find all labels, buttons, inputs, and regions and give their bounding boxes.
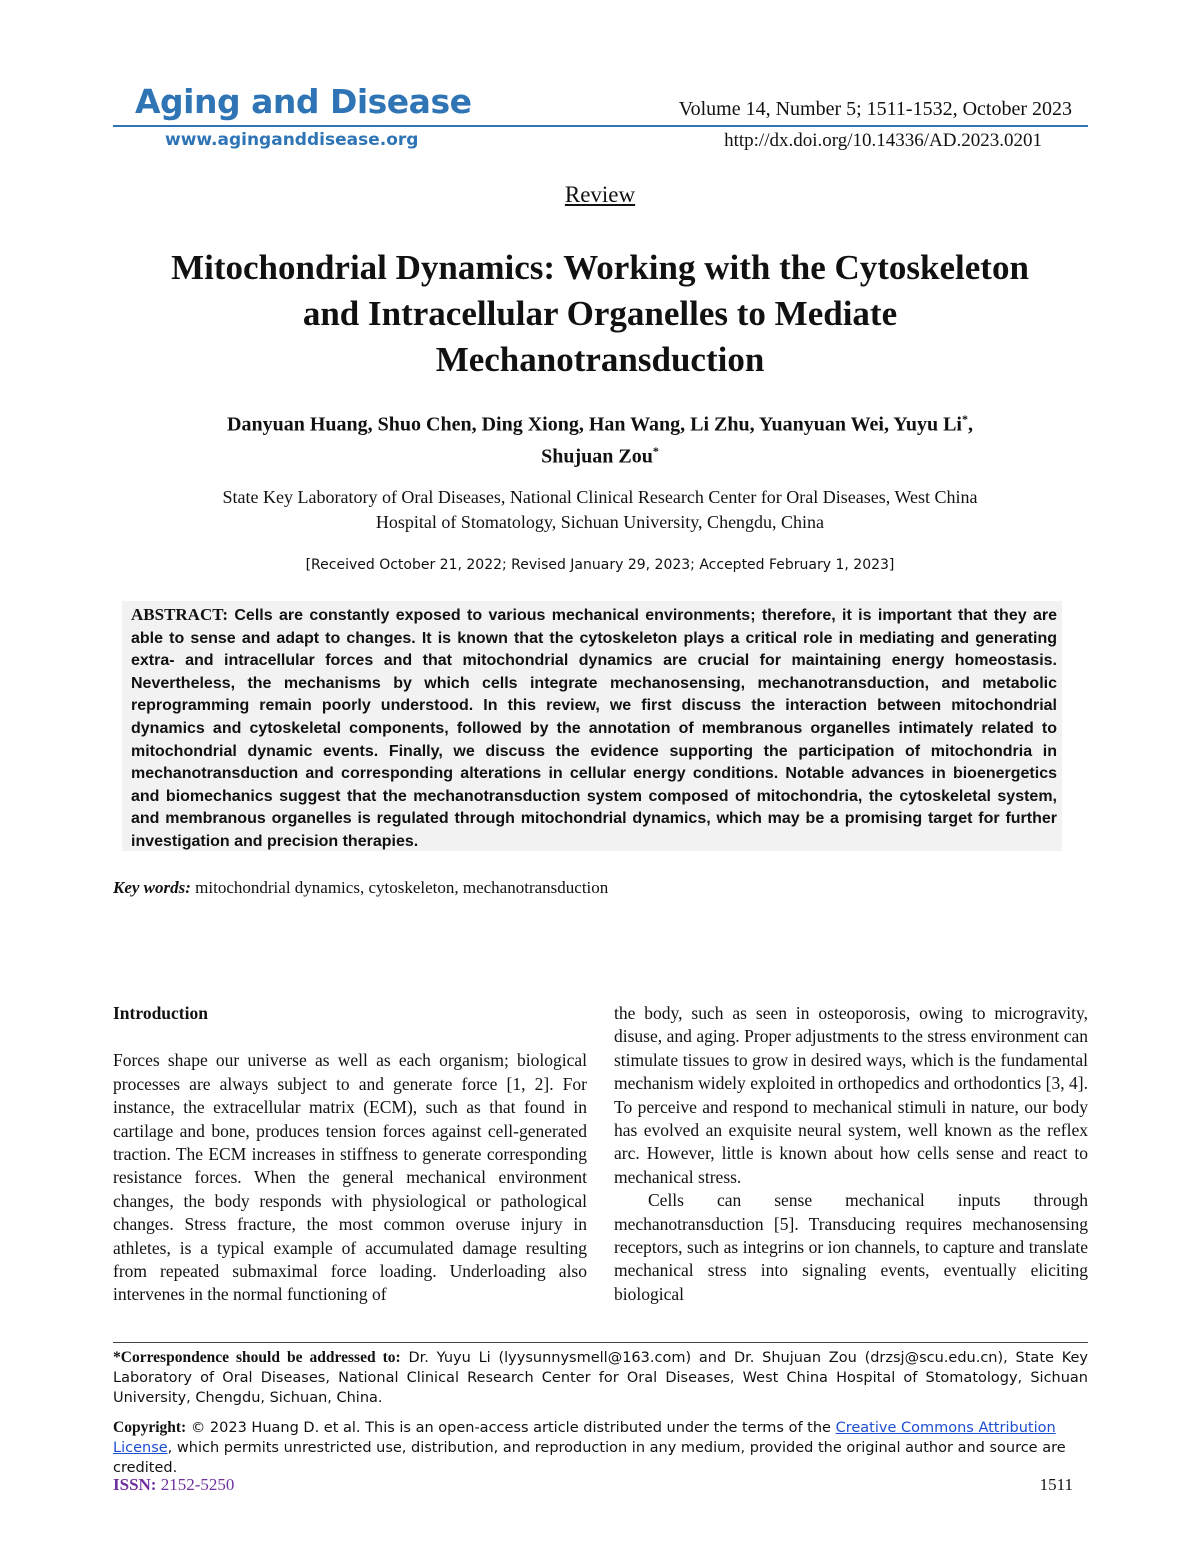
header-rule <box>113 125 1088 127</box>
paragraph: the body, such as seen in osteoporosis, owing to microgravity, disuse, and aging. Proper adjustments to the stress environment can stimulate tissues to grow in desired ways, which is the fundamental mechanism widely exploited in orthopedics and orthodontics [3, 4]. To perceive and respond to mechanical stimuli in nature, our body has evolved an exquisite neural system, well known as the reflex arc. However, little is known about how cells sense and react to mechanical stress. <box>614 1003 1088 1187</box>
abstract-label: ABSTRACT: <box>131 605 228 624</box>
authors-line-2: Shujuan Zou <box>541 445 653 468</box>
body-column-right <box>614 1002 1088 1306</box>
correspondence-label: *Correspondence should be addressed to: <box>113 1349 401 1366</box>
article-title <box>100 245 1100 383</box>
author-list <box>120 406 1080 469</box>
copyright-note <box>113 1418 1093 1478</box>
paragraph: Forces shape our universe as well as each organism; biological processes are always subject to and generate force [1, 2]. For instance, the extracellular matrix (ECM), such as that found in cartilage and bone, produces tension forces against cell-generated traction. The ECM increases in stiffness to generate corresponding resistance forces. When the general mechanical environment changes, the body responds with physiological or pathological changes. Stress fracture, the most common overuse injury in athletes, is a typical example of accumulated damage resulting from repeated submaximal force loading. Underloading also intervenes in the normal functioning of <box>113 1050 587 1305</box>
journal-title: Aging and Disease <box>135 82 472 121</box>
abstract-text: Cells are constantly exposed to various mechanical environments; therefore, it is important that they are able to sense and adapt to changes. It is known that the cytoskeleton plays a critical role in mediating and generating extra- and intracellular forces and that mitochondrial dynamics are crucial for maintaining energy homeostasis. Nevertheless, the mechanisms by which cells integrate mechanosensing, mechanotransduction, and metabolic reprogramming remain poorly understood. In this review, we first discuss the interaction between mitochondrial dynamics and cytoskeletal components, followed by the annotation of membranous organelles intimately related to mitochondrial dynamic events. Finally, we discuss the evidence supporting the participation of mitochondria in mechanotransduction and corresponding alterations in cellular energy conditions. Notable advances in bioenergetics and biomechanics suggest that the mechanotransduction system composed of mitochondria, the cytoskeletal system, and membranous organelles is regulated through mitochondrial dynamics, which may be a promising target for further investigation and precision therapies. <box>131 607 1058 850</box>
affiliation <box>130 485 1070 535</box>
keywords <box>113 878 608 898</box>
affiliation-line-2: Hospital of Stomatology, Sichuan University, Chengdu, China <box>375 512 825 532</box>
page-number: 1511 <box>1039 1475 1073 1494</box>
corresponding-mark: * <box>961 412 968 426</box>
body-column-left <box>113 1002 587 1307</box>
copyright-label: Copyright: <box>113 1419 187 1436</box>
keywords-text: mitochondrial dynamics, cytoskeleton, mechanotransduction <box>195 878 609 897</box>
affiliation-line-1: State Key Laboratory of Oral Diseases, National Clinical Research Center for Oral Diseases, West China <box>222 487 978 507</box>
copyright-text: © 2023 Huang D. et al. This is an open-access article distributed under the terms of the <box>190 1420 831 1436</box>
footnote-rule <box>113 1342 1088 1343</box>
correspondence-text: Dr. Yuyu Li (lyysunnysmell@163.com) and Dr. Shujuan Zou (drzsj@scu.edu.cn), State Key Laboratory of Oral Diseases, National Clinical Research Center for Oral Diseases, West China Hospital of Stomatology, Sichuan University, Chengdu, Sichuan, China. <box>113 1350 1088 1406</box>
paragraph: Cells can sense mechanical inputs through mechanotransduction [5]. Transducing requires mechanosensing receptors, such as integrins or ion channels, to capture and translate mechanical stress into signaling events, eventually eliciting biological <box>614 1190 1088 1304</box>
corresponding-mark: * <box>652 443 659 458</box>
section-heading: Introduction <box>113 1003 208 1023</box>
authors-line-1-end: , <box>967 413 973 436</box>
title-line-2: and Intracellular Organelles to Mediate <box>302 294 898 333</box>
volume-info: Volume 14, Number 5; 1511-1532, October 2023 <box>678 98 1072 120</box>
article-type: Review <box>564 182 636 207</box>
doi-link[interactable]: http://dx.doi.org/10.14336/AD.2023.0201 <box>724 130 1042 151</box>
title-line-1: Mitochondrial Dynamics: Working with the Cytoskeleton <box>171 248 1029 287</box>
license-link[interactable]: Creative Commons Attribution License <box>113 1420 1056 1456</box>
correspondence-note <box>113 1348 1088 1408</box>
abstract <box>131 604 1057 854</box>
issn-value: 2152-5250 <box>160 1475 235 1494</box>
issn <box>113 1475 234 1495</box>
copyright-text-end: , which permits unrestricted use, distribution, and reproduction in any medium, provided the original author and source are credited. <box>113 1440 1066 1476</box>
article-dates: [Received October 21, 2022; Revised January 29, 2023; Accepted February 1, 2023] <box>305 557 895 573</box>
authors-line-1: Danyuan Huang, Shuo Chen, Ding Xiong, Han Wang, Li Zhu, Yuanyuan Wei, Yuyu Li <box>227 413 962 436</box>
keywords-label: Key words: <box>113 878 191 897</box>
title-line-3: Mechanotransduction <box>435 340 765 379</box>
journal-url[interactable]: www.aginganddisease.org <box>165 130 419 150</box>
issn-label: ISSN: <box>113 1475 157 1494</box>
